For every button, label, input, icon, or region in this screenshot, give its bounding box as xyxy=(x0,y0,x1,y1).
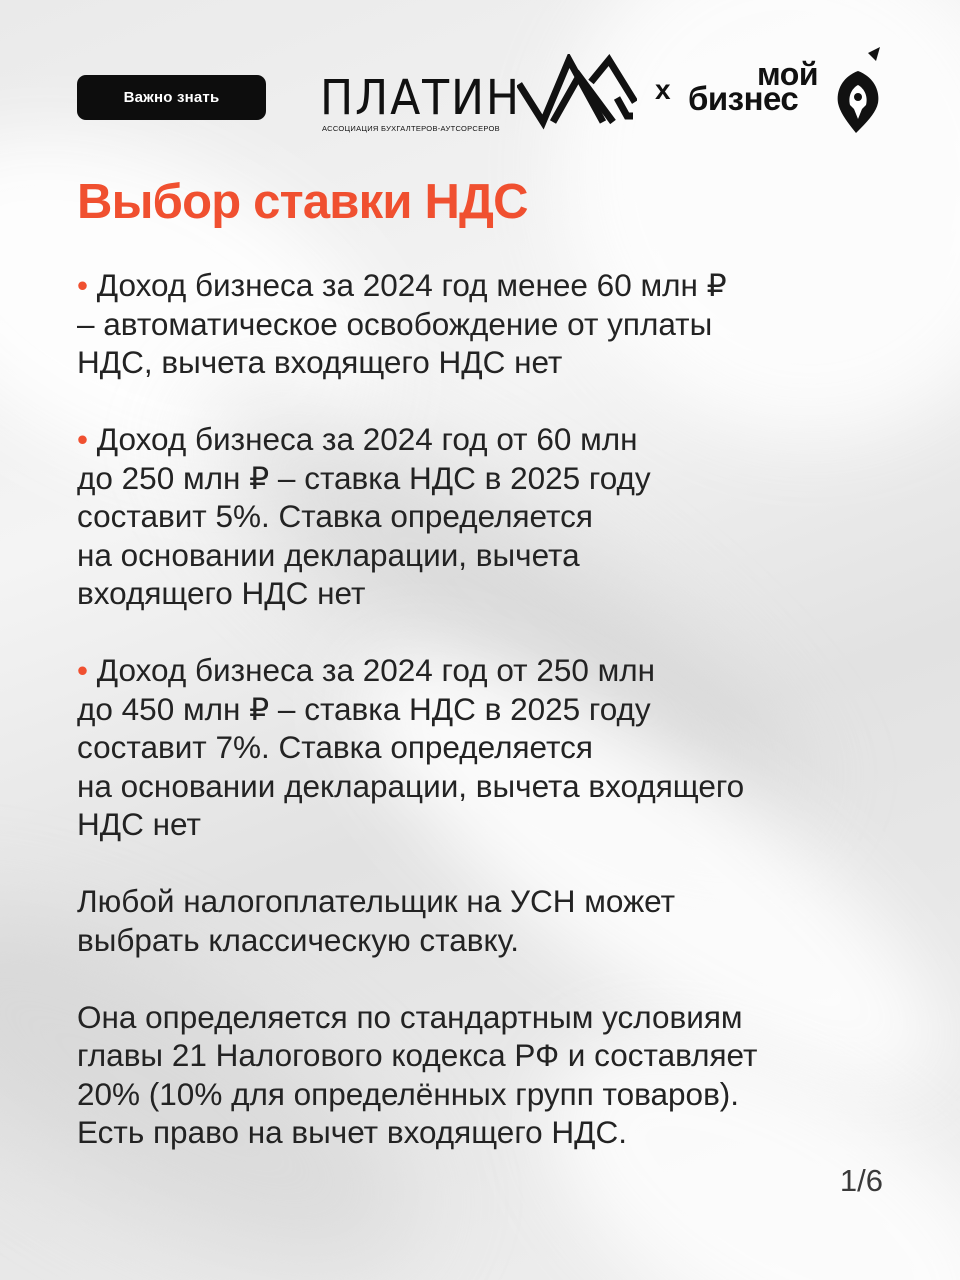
bullet-item: • Доход бизнеса за 2024 год менее 60 млн ₽ – автоматическое освобождение от уплаты НДС, вычета входящего НДС нет xyxy=(77,267,727,380)
platin-logo-subtitle: АССОЦИАЦИЯ БУХГАЛТЕРОВ-АУТСОРСЕРОВ xyxy=(322,124,500,133)
content xyxy=(77,266,907,1152)
moi-logo-top: мой xyxy=(757,56,818,92)
important-badge: Важно знать xyxy=(77,75,266,120)
paragraph: Она определяется по стандартным условиям главы 21 Налогового кодекса РФ и составляет 20% (10% для определённых групп товаров). Есть право на вычет входящего НДС. xyxy=(77,998,758,1150)
bullet-item: • Доход бизнеса за 2024 год от 60 млн до 250 млн ₽ – ставка НДС в 2025 году составит 5%. Ставка определяется на основании декларации, вычета входящего НДС нет xyxy=(77,421,651,611)
collaboration-x: x xyxy=(655,74,671,105)
paragraph: Любой налогоплательщик на УСН может выбрать классическую ставку. xyxy=(77,883,676,958)
rocket-icon xyxy=(832,47,884,135)
page-counter: 1/6 xyxy=(839,1163,883,1198)
platin-logo xyxy=(320,52,640,132)
bullet-dot: • xyxy=(77,267,89,303)
platin-logo-name: ПЛАТИН xyxy=(320,70,521,126)
mountains-icon xyxy=(517,54,637,132)
bullet-dot: • xyxy=(77,421,89,457)
moi-logo-bottom: бизнес xyxy=(688,80,799,117)
bullet-item: • Доход бизнеса за 2024 год от 250 млн до 450 млн ₽ – ставка НДС в 2025 году составит 7%. Ставка определяется на основании декларации, вычета входящего НДС нет xyxy=(77,652,745,842)
moi-biznes-logo xyxy=(688,56,828,120)
bullet-dot: • xyxy=(77,652,89,688)
page-title: Выбор ставки НДС xyxy=(77,175,528,229)
